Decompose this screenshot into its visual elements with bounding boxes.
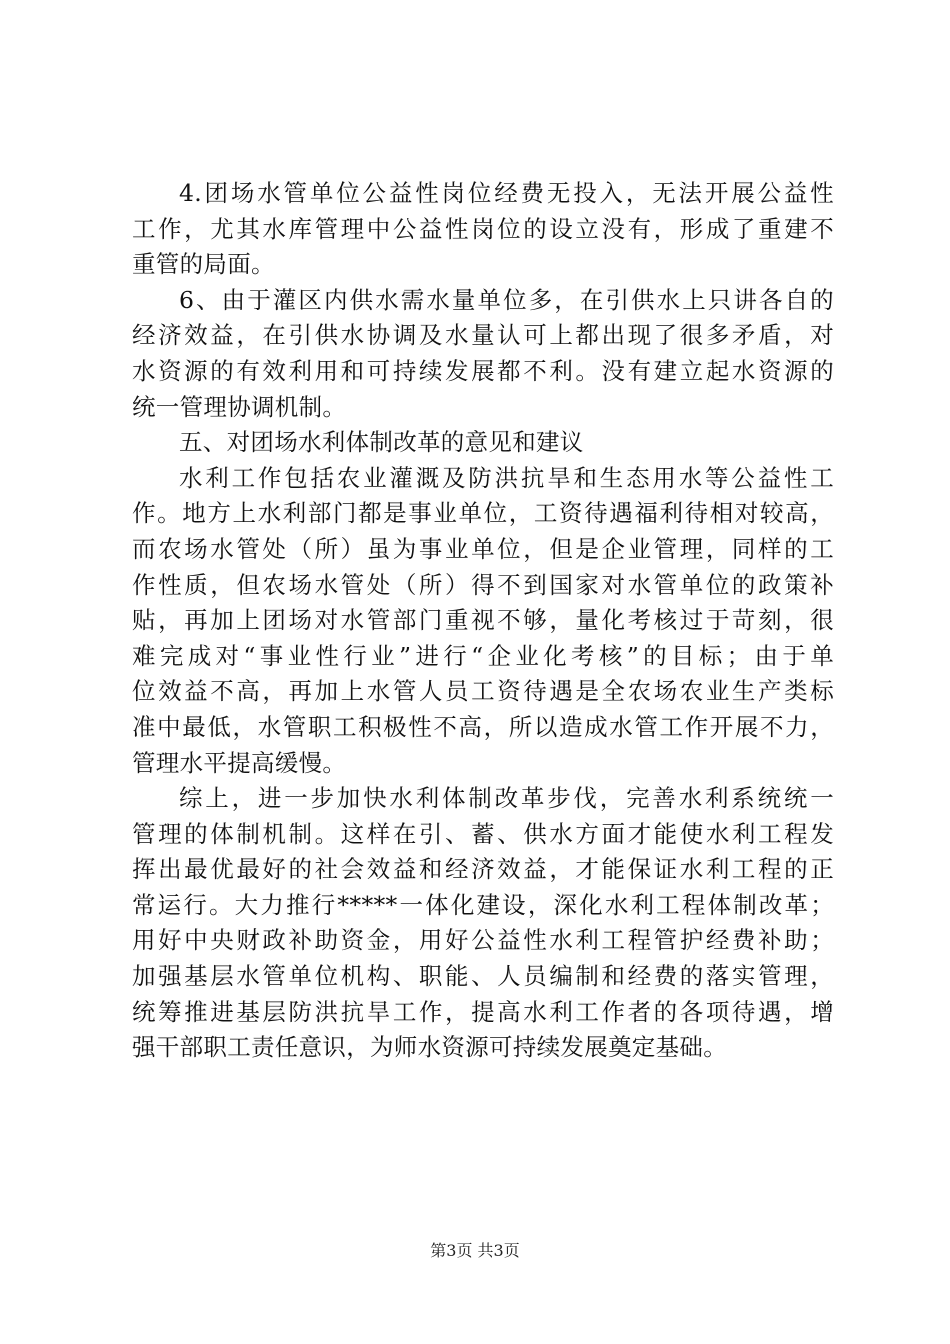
text-line: 统一管理协调机制。 <box>132 392 347 421</box>
section-heading-text: 五、对团场水利体制改革的意见和建议 <box>179 428 584 457</box>
text-line: 水资源的有效利用和可持续发展都不利。没有建立起水资源的 <box>132 356 834 385</box>
text-line: 工作，尤其水库管理中公益性岗位的设立没有，形成了重建不 <box>132 214 834 243</box>
text-line: 位效益不高，再加上水管人员工资待遇是全农场农业生产类标 <box>132 677 834 706</box>
paragraph-1 <box>132 176 834 283</box>
text-line: 挥出最优最好的社会效益和经济效益，才能保证水利工程的正 <box>132 855 834 884</box>
paragraph-3 <box>132 461 834 781</box>
page-number-footer: 第3页 共3页 <box>430 1241 520 1260</box>
text-line: 而农场水管处（所）虽为事业单位，但是企业管理，同样的工 <box>132 534 834 563</box>
text-line: 重管的局面。 <box>132 250 275 279</box>
text-line: 经济效益，在引供水协调及水量认可上都出现了很多矛盾，对 <box>132 321 834 350</box>
text-line: 强干部职工责任意识，为师水资源可持续发展奠定基础。 <box>132 1033 727 1062</box>
text-line: 6、由于灌区内供水需水量单位多，在引供水上只讲各自的 <box>179 285 834 314</box>
text-line: 管理的体制机制。这样在引、蓄、供水方面才能使水利工程发 <box>132 819 834 848</box>
text-line: 加强基层水管单位机构、职能、人员编制和经费的落实管理， <box>132 962 834 991</box>
text-line: 难完成对“事业性行业”进行“企业化考核”的目标；由于单 <box>132 641 834 670</box>
text-line: 4.团场水管单位公益性岗位经费无投入，无法开展公益性 <box>179 179 834 207</box>
text-line: 贴，再加上团场对水管部门重视不够，量化考核过于苛刻，很 <box>132 606 834 635</box>
paragraph-4 <box>132 781 834 1066</box>
text-line: 作性质，但农场水管处（所）得不到国家对水管单位的政策补 <box>132 570 834 599</box>
text-line: 用好中央财政补助资金，用好公益性水利工程管护经费补助； <box>132 926 834 955</box>
text-line: 常运行。大力推行*****一体化建设，深化水利工程体制改革； <box>132 890 834 919</box>
paragraph-2 <box>132 283 834 425</box>
text-line: 水利工作包括农业灌溉及防洪抗旱和生态用水等公益性工 <box>179 463 834 492</box>
text-line: 统筹推进基层防洪抗旱工作，提高水利工作者的各项待遇，增 <box>132 997 834 1026</box>
text-line: 综上，进一步加快水利体制改革步伐，完善水利系统统一 <box>179 784 834 813</box>
text-line: 准中最低，水管职工积极性不高，所以造成水管工作开展不力， <box>132 712 834 741</box>
text-line: 管理水平提高缓慢。 <box>132 748 347 777</box>
text-line: 作。地方上水利部门都是事业单位，工资待遇福利待相对较高， <box>132 499 834 528</box>
section-heading <box>132 425 834 461</box>
document-body <box>132 176 834 1066</box>
